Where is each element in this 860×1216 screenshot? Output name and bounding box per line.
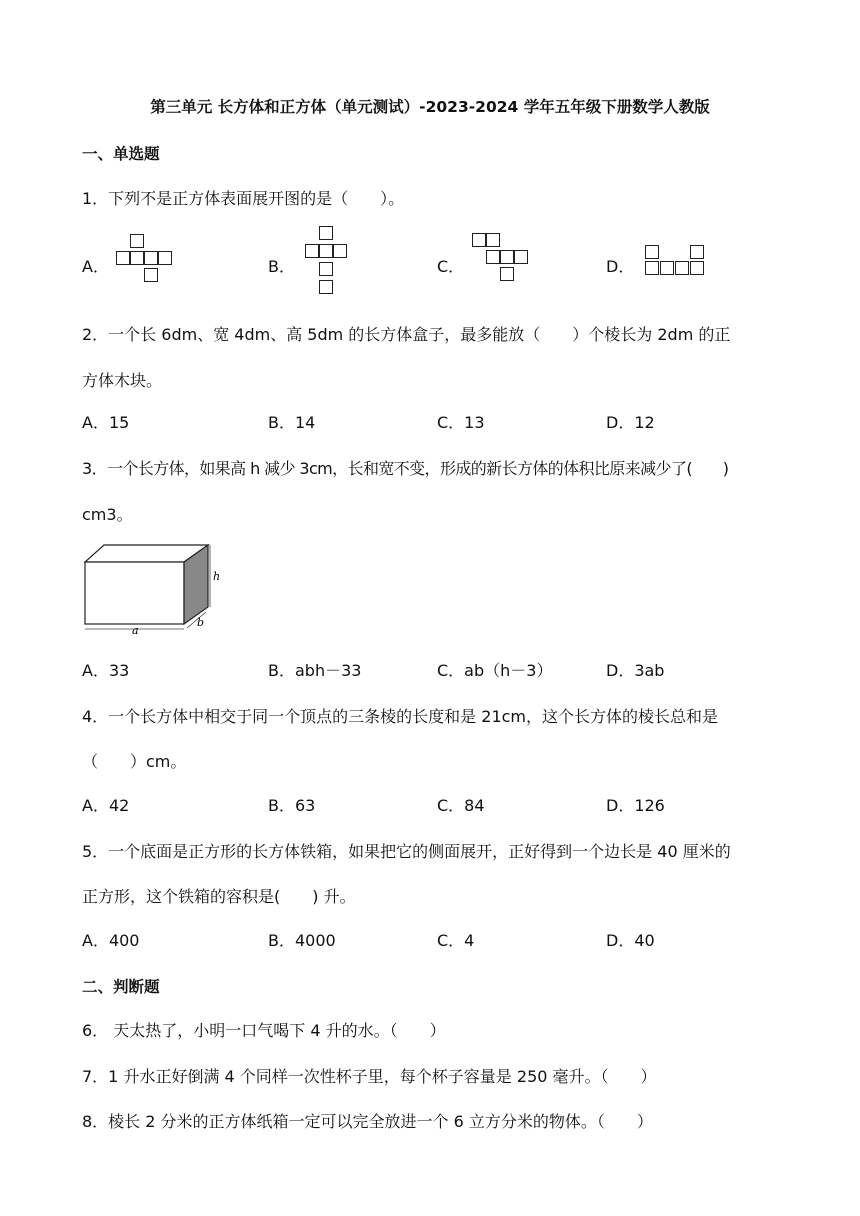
q3-option-b: B．abh－33 — [268, 661, 362, 680]
q5-option-a: A．400 — [82, 931, 140, 950]
question-5-stem-line1: 5．一个底面是正方形的长方体铁箱，如果把它的侧面展开，正好得到一个边长是 40 厘米的 — [82, 842, 731, 861]
q1-option-d: D． — [606, 257, 635, 276]
q2-option-c: C．13 — [437, 413, 485, 432]
figure-label-a: a — [132, 624, 139, 636]
q3-option-a: A．33 — [82, 661, 130, 680]
q2-option-d: D．12 — [606, 413, 655, 432]
question-7: 7．1 升水正好倒满 4 个同样一次性杯子里，每个杯子容量是 250 毫升。（ ） — [82, 1067, 657, 1086]
section-true-false: 二、判断题 — [82, 978, 160, 996]
q1-option-b: B． — [268, 257, 295, 276]
question-2-stem-line1: 2．一个长 6dm、宽 4dm、高 5dm 的长方体盒子，最多能放（ ）个棱长为 2dm 的正 — [82, 325, 731, 344]
figure-label-b: b — [197, 616, 205, 629]
q5-option-d: D．40 — [606, 931, 655, 950]
question-4-stem-line2: （ ）cm。 — [82, 752, 187, 771]
q2-option-a: A．15 — [82, 413, 130, 432]
question-3-stem-line1: 3．一个长方体，如果高 h 减少 3cm，长和宽不变，形成的新长方体的体积比原来减少了( ) — [82, 459, 729, 478]
question-6: 6． 天太热了，小明一口气喝下 4 升的水。（ ） — [82, 1021, 446, 1040]
q5-option-b: B．4000 — [268, 931, 336, 950]
q1-option-c: C． — [437, 257, 465, 276]
question-1-stem: 1．下列不是正方体表面展开图的是（ ）。 — [82, 189, 405, 208]
question-8: 8．棱长 2 分米的正方体纸箱一定可以完全放进一个 6 立方分米的物体。（ ） — [82, 1112, 653, 1131]
question-2-stem-line2: 方体木块。 — [82, 371, 163, 390]
section-single-choice: 一、单选题 — [82, 145, 160, 163]
cuboid-figure — [80, 540, 225, 636]
question-5-stem-line2: 正方形，这个铁箱的容积是( ) 升。 — [82, 887, 356, 906]
figure-label-h: h — [213, 570, 221, 583]
q5-option-c: C．4 — [437, 931, 475, 950]
q4-option-a: A．42 — [82, 796, 130, 815]
question-4-stem-line1: 4．一个长方体中相交于同一个顶点的三条棱的长度和是 21cm，这个长方体的棱长总和是 — [82, 707, 719, 726]
question-3-stem-line2: cm3。 — [82, 505, 133, 524]
page-title: 第三单元 长方体和正方体（单元测试）-2023-2024 学年五年级下册数学人教版 — [150, 98, 710, 116]
q3-option-d: D．3ab — [606, 661, 665, 680]
q2-option-b: B．14 — [268, 413, 316, 432]
q1-option-a: A． — [82, 257, 109, 276]
q4-option-d: D．126 — [606, 796, 665, 815]
q3-option-c: C．ab（h－3） — [437, 661, 553, 680]
q4-option-b: B．63 — [268, 796, 316, 815]
q4-option-c: C．84 — [437, 796, 485, 815]
